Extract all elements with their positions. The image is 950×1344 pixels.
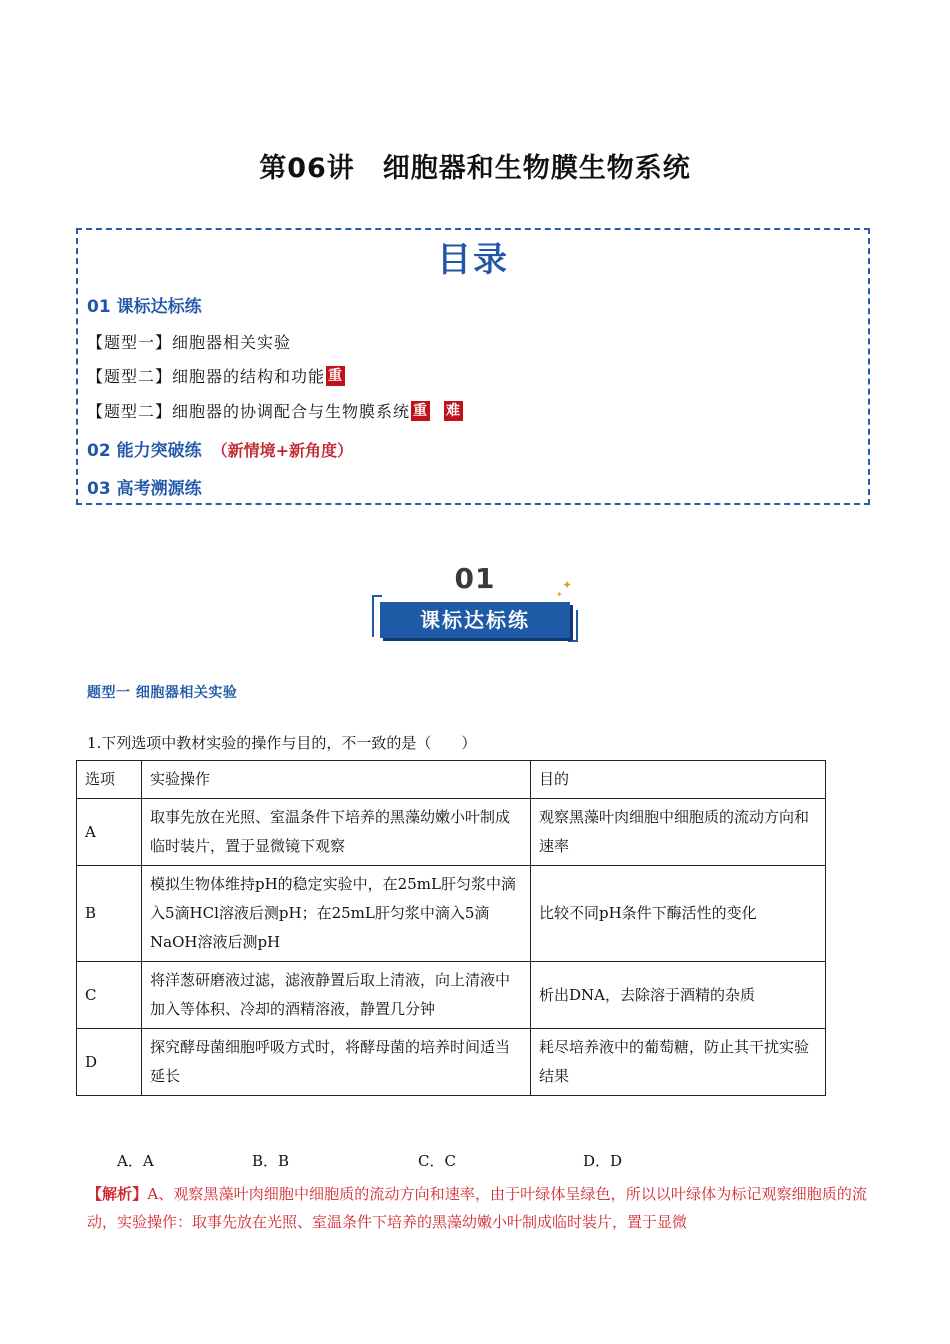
table-cell: 比较不同pH条件下酶活性的变化 (531, 866, 826, 962)
table-cell: 探究酵母菌细胞呼吸方式时，将酵母菌的培养时间适当延长 (142, 1029, 531, 1096)
toc-item-label: 【题型二】细胞器的协调配合与生物膜系统 (87, 402, 411, 421)
toc-item-2[interactable] (87, 364, 345, 387)
table-cell: 观察黑藻叶肉细胞中细胞质的流动方向和速率 (531, 799, 826, 866)
toc-item-1[interactable] (87, 330, 291, 353)
analysis-text: A、观察黑藻叶肉细胞中细胞质的流动方向和速率，由于叶绿体呈绿色，所以以叶绿体为标记观察细胞质的流动，实验操作：取事先放在光照、室温条件下培养的黑藻幼嫩小叶制成临时装片，置于显微 (87, 1185, 867, 1231)
question-table (76, 760, 826, 1096)
table-of-contents (76, 228, 870, 505)
table-cell: 析出DNA，去除溶于酒精的杂质 (531, 962, 826, 1029)
toc-item-label: 【题型二】细胞器的结构和功能 (87, 367, 326, 386)
table-cell: 耗尽培养液中的葡萄糖，防止其干扰实验结果 (531, 1029, 826, 1096)
table-cell: B (77, 866, 142, 962)
table-cell: D (77, 1029, 142, 1096)
table-header-cell: 实验操作 (142, 761, 531, 799)
sparkle-icon: ✦ (562, 578, 573, 592)
analysis-paragraph (87, 1180, 867, 1236)
banner-number: 01 (454, 562, 496, 595)
option-a[interactable]: A．A (117, 1152, 154, 1170)
document-title: 第06讲 细胞器和生物膜生物系统 (259, 153, 691, 184)
table-cell: 取事先放在光照、室温条件下培养的黑藻幼嫩小叶制成临时装片，置于显微镜下观察 (142, 799, 531, 866)
toc-section-1[interactable]: 01 课标达标练 (87, 297, 202, 317)
toc-section-label: 02 能力突破练 (87, 441, 202, 461)
analysis-label: 【解析】 (87, 1185, 148, 1203)
question-type-heading: 题型一 细胞器相关实验 (87, 685, 238, 701)
difficult-badge: 难 (446, 403, 462, 419)
toc-section-2[interactable] (87, 436, 353, 461)
toc-section-3[interactable]: 03 高考溯源练 (87, 479, 202, 499)
table-row (77, 962, 826, 1029)
table-cell: C (77, 962, 142, 1029)
table-row (77, 1029, 826, 1096)
table-cell: 将洋葱研磨液过滤，滤液静置后取上清液，向上清液中加入等体积、冷却的酒精溶液，静置几分钟 (142, 962, 531, 1029)
toc-item-3[interactable] (87, 399, 463, 422)
table-header-cell: 选项 (77, 761, 142, 799)
table-cell: A (77, 799, 142, 866)
table-row (77, 866, 826, 962)
toc-item-label: 【题型一】细胞器相关实验 (87, 333, 292, 352)
toc-heading: 目录 (437, 240, 509, 280)
question-stem: 1.下列选项中教材实验的操作与目的，不一致的是（ ） (87, 734, 477, 752)
table-header-cell: 目的 (531, 761, 826, 799)
key-point-badge: 重 (413, 403, 429, 419)
toc-section-note: （新情境+新角度） (211, 441, 353, 460)
table-cell: 模拟生物体维持pH的稳定实验中，在25mL肝匀浆中滴入5滴HCl溶液后测pH；在25mL肝匀浆中滴入5滴NaOH溶液后测pH (142, 866, 531, 962)
section-banner (370, 562, 582, 644)
banner-label: 课标达标练 (380, 602, 570, 638)
option-c[interactable]: C．C (418, 1152, 456, 1170)
table-row (77, 799, 826, 866)
key-point-badge: 重 (328, 368, 344, 384)
sparkle-icon: ✦ (556, 590, 563, 599)
table-header-row (77, 761, 826, 799)
option-b[interactable]: B．B (252, 1152, 290, 1170)
option-d[interactable]: D．D (583, 1152, 623, 1170)
